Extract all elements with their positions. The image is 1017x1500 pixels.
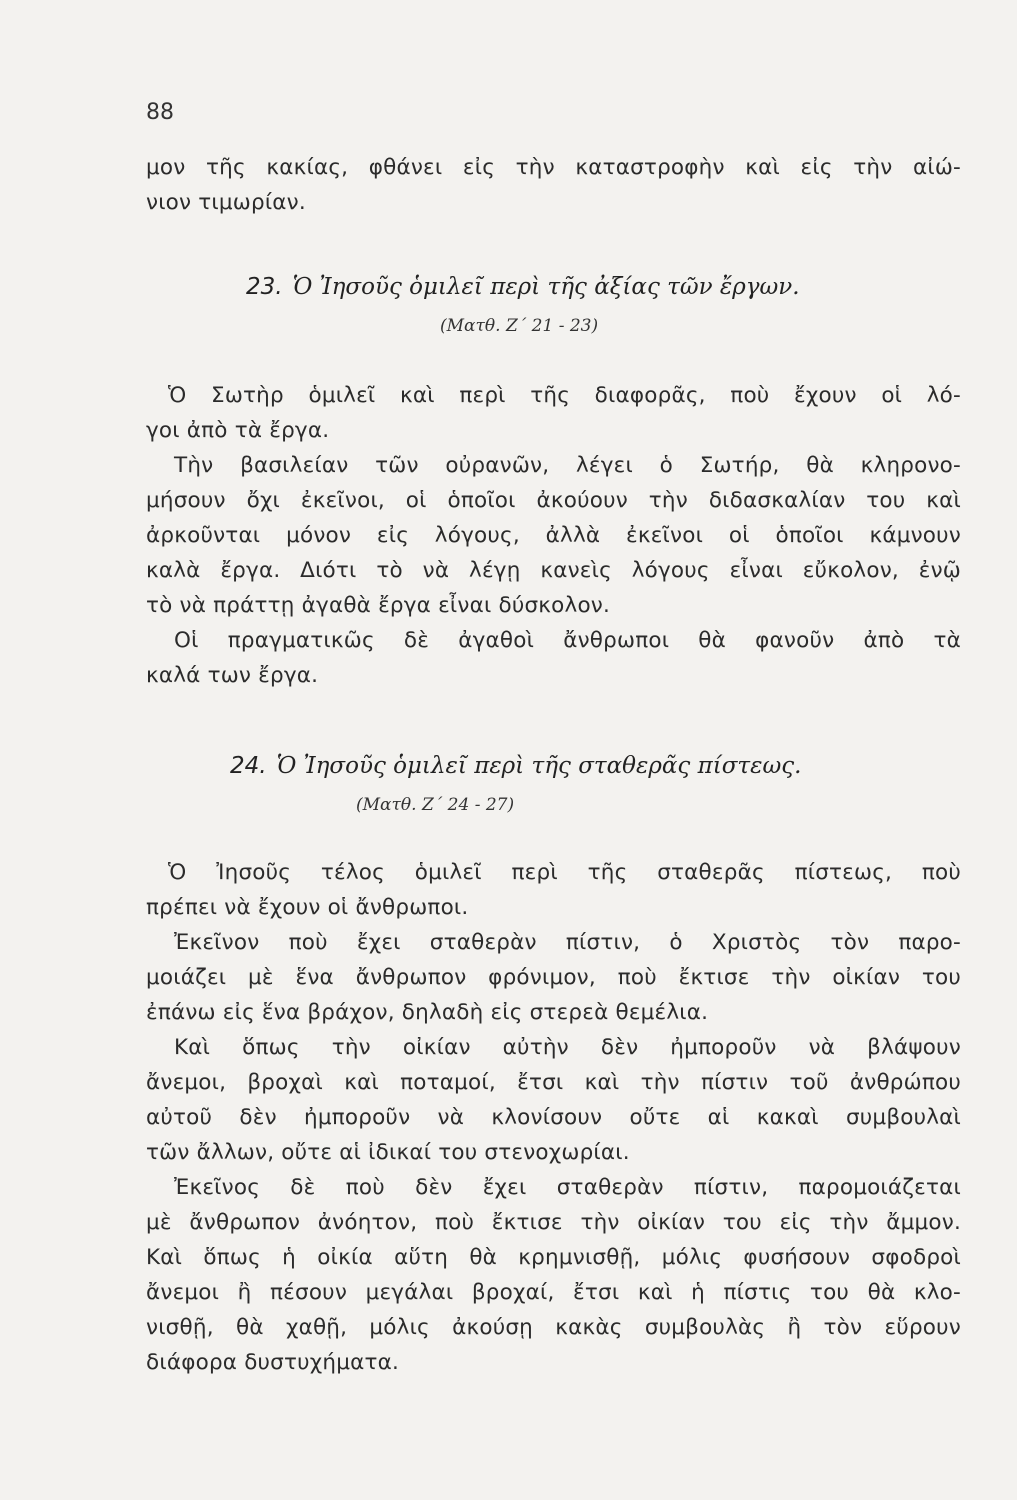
section-23-heading xyxy=(246,274,1017,300)
text-line: Ὁ Σωτὴρ ὁμιλεῖ καὶ περὶ τῆς διαφορᾶς, ποὺ ἔχουν οἱ λό- xyxy=(168,383,961,408)
text-line: τὸ νὰ πράττῃ ἀγαθὰ ἔργα εἶναι δύσκολον. xyxy=(146,593,611,618)
section-24-number: 24. xyxy=(230,753,267,779)
text-line: καλὰ ἔργα. Διότι τὸ νὰ λέγῃ κανεὶς λόγους εἶναι εὔκολον, ἐνῷ xyxy=(146,558,961,583)
text-line: νισθῇ, θὰ χαθῇ, μόλις ἀκούσῃ κακὰς συμβουλὰς ἢ τὸν εὕρουν xyxy=(146,1315,961,1340)
text-line: ἐπάνω εἰς ἕνα βράχον, δηλαδὴ εἰς στερεὰ θεμέλια. xyxy=(146,1000,709,1025)
text-line: ἀρκοῦνται μόνον εἰς λόγους, ἀλλὰ ἐκεῖνοι οἱ ὁποῖοι κάμνουν xyxy=(146,523,961,548)
text-line: μον τῆς κακίας, φθάνει εἰς τὴν καταστροφὴν καὶ εἰς τὴν αἰώ- xyxy=(146,155,961,180)
section-23-reference: (Ματθ. Ζ΄ 21 - 23) xyxy=(440,316,599,336)
text-line: Τὴν βασιλείαν τῶν οὐρανῶν, λέγει ὁ Σωτήρ, θὰ κληρονο- xyxy=(174,453,961,478)
section-24-title: 24. Ὁ Ἰησοῦς ὁμιλεῖ περὶ τῆς σταθερᾶς πίστεως. xyxy=(230,753,802,779)
text-line: ἄνεμοι, βροχαὶ καὶ ποταμοί, ἔτσι καὶ τὴν πίστιν τοῦ ἀνθρώπου xyxy=(146,1070,961,1095)
text-line: ἄνεμοι ἢ πέσουν μεγάλαι βροχαί, ἔτσι καὶ ἡ πίστις του θὰ κλο- xyxy=(146,1280,961,1305)
page-number: 88 xyxy=(146,100,174,125)
text-line: Ἐκεῖνον ποὺ ἔχει σταθερὰν πίστιν, ὁ Χριστὸς τὸν παρο- xyxy=(174,930,961,955)
text-line: γοι ἀπὸ τὰ ἔργα. xyxy=(146,418,330,443)
text-line: Καὶ ὅπως τὴν οἰκίαν αὐτὴν δὲν ἠμποροῦν νὰ βλάψουν xyxy=(174,1035,961,1060)
section-24-reference: (Ματθ. Ζ΄ 24 - 27) xyxy=(356,795,515,815)
text-line: διάφορα δυστυχήματα. xyxy=(146,1350,400,1375)
text-line: Ὁ Ἰησοῦς τέλος ὁμιλεῖ περὶ τῆς σταθερᾶς πίστεως, ποὺ xyxy=(168,860,961,885)
text-line: Καὶ ὅπως ἡ οἰκία αὕτη θὰ κρημνισθῇ, μόλις φυσήσουν σφοδροὶ xyxy=(146,1245,961,1270)
intro-paragraph xyxy=(146,150,961,220)
section-23-title: 23. Ὁ Ἰησοῦς ὁμιλεῖ περὶ τῆς ἀξίας τῶν ἔργων. xyxy=(246,274,800,300)
section-23-number: 23. xyxy=(246,274,283,300)
text-line: αὐτοῦ δὲν ἠμποροῦν νὰ κλονίσουν οὔτε αἱ κακαὶ συμβουλαὶ xyxy=(146,1105,961,1130)
text-line: μήσουν ὄχι ἐκεῖνοι, οἱ ὁποῖοι ἀκούουν τὴν διδασκαλίαν του καὶ xyxy=(146,488,961,513)
section-24-heading xyxy=(230,753,1017,779)
text-line: νιον τιμωρίαν. xyxy=(146,190,306,215)
text-line: Οἱ πραγματικῶς δὲ ἀγαθοὶ ἄνθρωποι θὰ φανοῦν ἀπὸ τὰ xyxy=(174,628,961,653)
text-line: μοιάζει μὲ ἕνα ἄνθρωπον φρόνιμον, ποὺ ἔκτισε τὴν οἰκίαν του xyxy=(146,965,961,990)
text-line: πρέπει νὰ ἔχουν οἱ ἄνθρωποι. xyxy=(146,895,469,920)
text-line: Ἐκεῖνος δὲ ποὺ δὲν ἔχει σταθερὰν πίστιν, παρομοιάζεται xyxy=(174,1175,961,1200)
section-23-body xyxy=(146,378,961,693)
text-line: τῶν ἄλλων, οὔτε αἱ ἰδικαί του στενοχωρίαι. xyxy=(146,1140,630,1165)
section-24-body xyxy=(146,855,961,1380)
text-line: μὲ ἄνθρωπον ἀνόητον, ποὺ ἔκτισε τὴν οἰκίαν του εἰς τὴν ἄμμον. xyxy=(146,1210,961,1235)
text-line: καλά των ἔργα. xyxy=(146,663,319,688)
